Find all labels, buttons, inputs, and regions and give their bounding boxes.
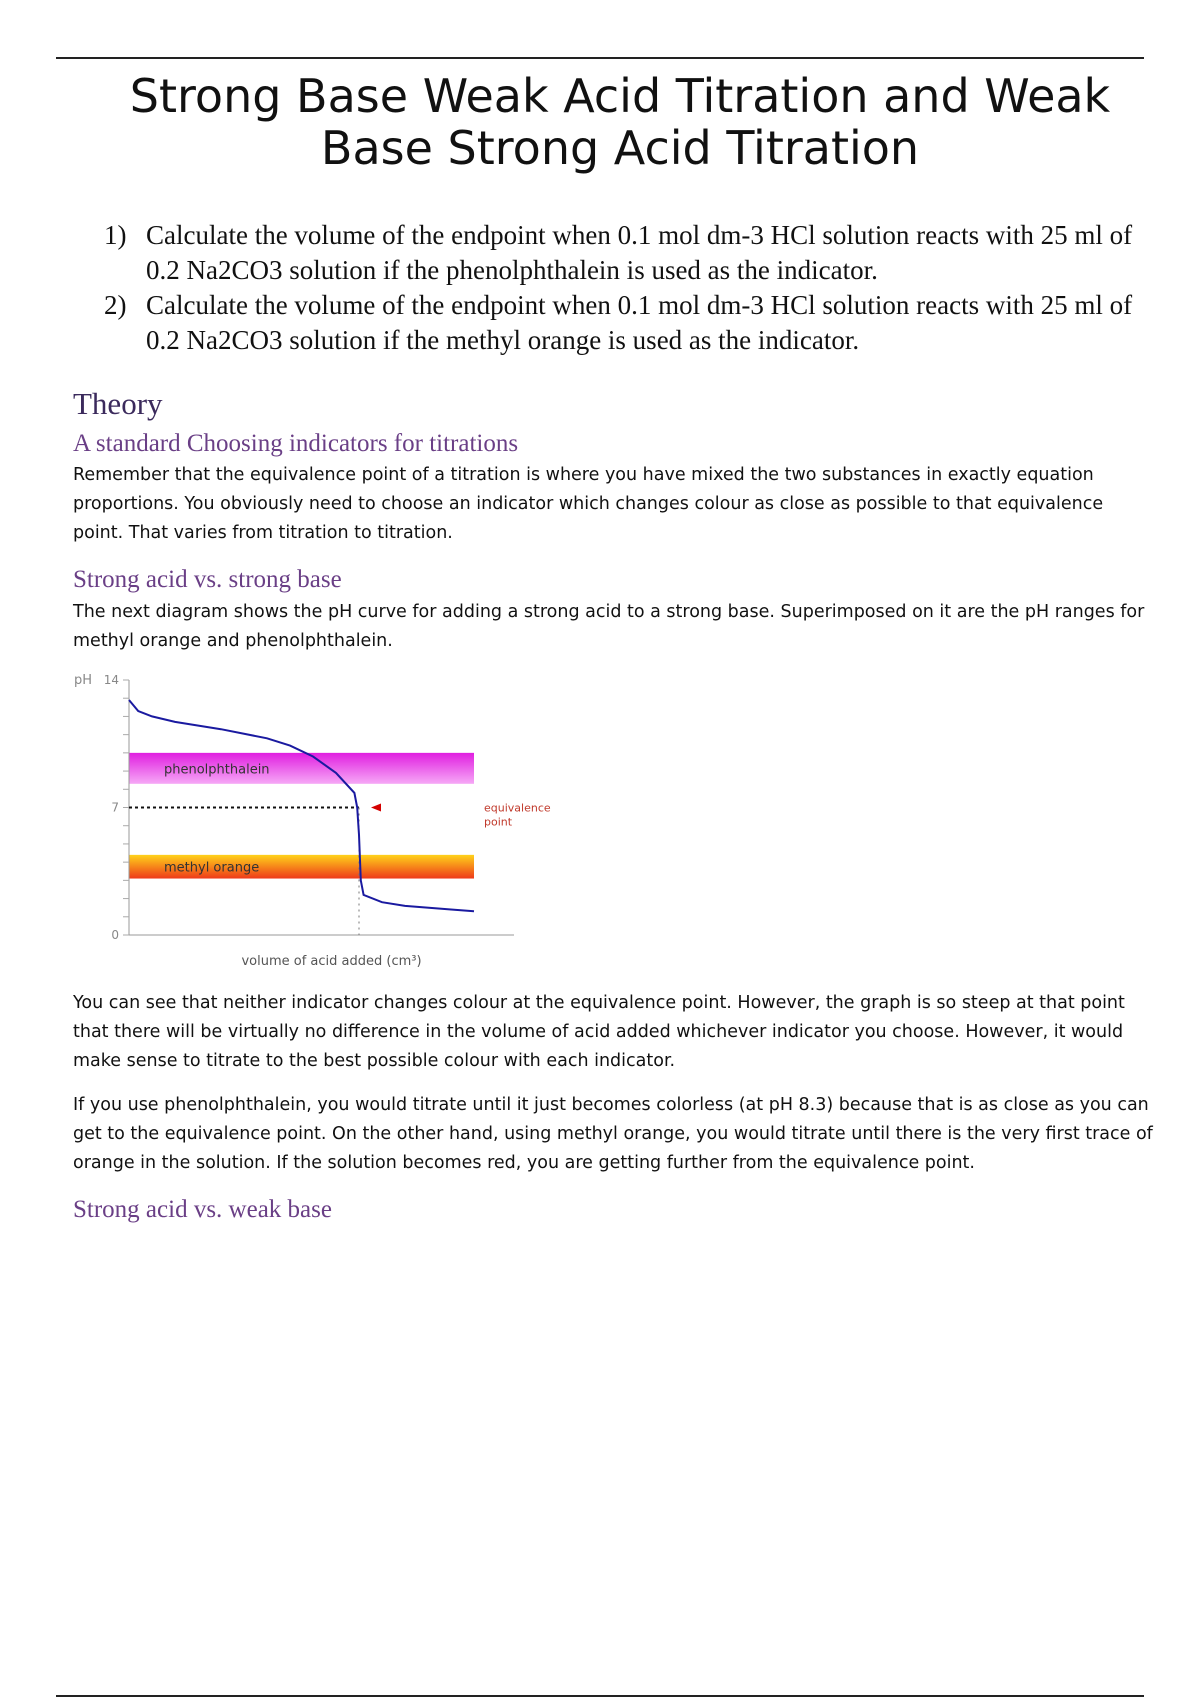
band-label-phenolphthalein: phenolphthalein xyxy=(164,762,270,778)
y-tick-label: 14 xyxy=(103,673,119,687)
observation-paragraph: You can see that neither indicator changes colour at the equivalence point. However, the graph is so steep at that point that there will be virtually no difference in the volume of acid added whichever indicator you choose. However, it would make sense to titrate to the best possible colour with each indicator. xyxy=(73,993,1125,1071)
y-tick-labels xyxy=(104,673,119,942)
diagram-intro-paragraph: The next diagram shows the pH curve for adding a strong acid to a strong base. Superimposed on it are the pH ranges for methyl orange and phenolphthalein. xyxy=(73,602,1145,651)
question-number: 1) xyxy=(104,220,127,250)
equivalence-label-line2: point xyxy=(484,815,513,829)
titration-curve-figure xyxy=(74,670,554,970)
question-item xyxy=(104,288,1164,358)
page-title: Strong Base Weak Acid Titration and Weak Base Strong Acid Titration xyxy=(129,69,1111,175)
top-rule xyxy=(56,57,1144,59)
ph-curve-series xyxy=(129,700,474,911)
section-heading-strong-acid-weak-base: Strong acid vs. weak base xyxy=(73,1196,332,1223)
equivalence-label: equivalence xyxy=(484,801,551,815)
y-tick-label: 0 xyxy=(111,928,119,942)
equivalence-arrow xyxy=(371,804,381,812)
y-minor-ticks xyxy=(123,680,129,935)
section-heading-strong-acid-strong-base: Strong acid vs. strong base xyxy=(73,566,342,593)
y-axis-label: pH xyxy=(74,673,93,688)
question-item xyxy=(104,218,1164,288)
bottom-rule xyxy=(56,1695,1144,1697)
titration-curve-chart xyxy=(74,670,554,970)
band-label-methyl-orange: methyl orange xyxy=(164,860,260,876)
question-text: Calculate the volume of the endpoint when 0.1 mol dm-3 HCl solution reacts with 25 ml of 0.2 Na2CO3 solution if the phenolphthalein is used as the indicator. xyxy=(146,220,1133,285)
section-heading-indicators: A standard Choosing indicators for titrations xyxy=(73,430,519,457)
theory-heading: Theory xyxy=(73,386,163,421)
question-number: 2) xyxy=(104,290,127,320)
y-tick-label: 7 xyxy=(111,800,119,815)
indicator-bands xyxy=(129,753,474,879)
x-axis-label: volume of acid added (cm³) xyxy=(241,954,422,969)
question-text: Calculate the volume of the endpoint when 0.1 mol dm-3 HCl solution reacts with 25 ml of 0.2 Na2CO3 solution if the methyl orange is used as the indicator. xyxy=(146,290,1133,355)
phenolphthalein-paragraph: If you use phenolphthalein, you would titrate until it just becomes colorless (at pH 8.3) because that is as close as you can get to the equivalence point. On the other hand, using methyl orange, you would titrate until there is the very first trace of orange in the solution. If the solution becomes red, you are getting further from the equivalence point. xyxy=(73,1095,1153,1173)
indicators-paragraph: Remember that the equivalence point of a titration is where you have mixed the two substances in exactly equation proportions. You obviously need to choose an indicator which changes colour as close as possible to that equivalence point. That varies from titration to titration. xyxy=(73,465,1104,543)
question-list xyxy=(104,218,1164,358)
